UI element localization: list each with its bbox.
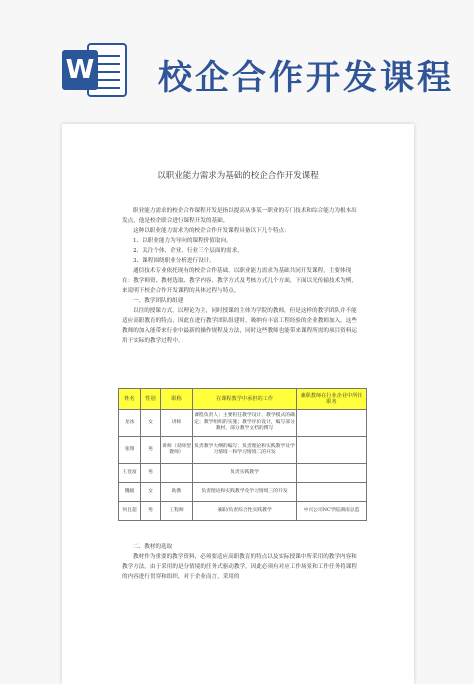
- cell-name: 王登富: [119, 464, 141, 483]
- banner: [0, 0, 474, 110]
- word-logo-letter: W: [65, 55, 95, 85]
- cell-work: 兼职/负责综合性实践教学: [193, 502, 297, 521]
- cell-work: 负责教学大纲的编写；负责理论和实践教学及学习情境一和学习情境二的开发: [193, 437, 297, 464]
- header-title: 职称: [161, 389, 193, 410]
- cell-work: 课程负责人；主要担任教学设计、教学模式的确定；教学组织的实施；教学评价设计，编写部分教材，部分教学文档的撰写: [193, 410, 297, 437]
- cell-post: [297, 410, 367, 437]
- cell-name: 张翔: [119, 437, 141, 464]
- paragraph-7: 以往的授课方式，以理论为主，同时授课的主体为学院的教师，但是这样的教学团队并不能适应高职教育的特点，因此在进行教学团队组建时，吸纳有丰富工程经验的企业教师加入。这些教师的加入能带来行业中最新的操作规程及方法，同时这些教师也能带来课程所需的项目资料运用于实际的教学过程中。: [122, 308, 357, 344]
- paragraph-1: 职业能力需求的校企合作课程开发是指以提高从事某一职业的专门技术和综合能力为根本出发点，他是校企联合进行课程开发的基础。: [122, 208, 357, 224]
- table-row: [119, 502, 367, 521]
- cell-post: [297, 483, 367, 502]
- table-row: [119, 410, 367, 437]
- cell-work: 负责理论和实践教学及学习情境三的开发: [193, 483, 297, 502]
- paragraph-4: 2、关注个体、企业、行业三个层面的需求。: [133, 248, 243, 254]
- header-post: 兼职教师在行业企业中所任职务: [297, 389, 367, 410]
- cell-title: 工程师: [161, 502, 193, 521]
- word-document-icon: [60, 40, 130, 100]
- table-row: [119, 437, 367, 464]
- cell-gender: 男: [141, 464, 161, 483]
- cell-title: 讲师（双师型教师）: [161, 437, 193, 464]
- cell-title: [161, 464, 193, 483]
- cell-post: 中兴公司NC学院湖南总监: [297, 502, 367, 521]
- paragraph-2: 这种以职业能力需求为的校企合作开发课程具备以下几个特点：: [133, 228, 290, 234]
- cell-gender: 男: [141, 437, 161, 464]
- table-header-row: [119, 389, 367, 410]
- cell-name: 龙冰: [119, 410, 141, 437]
- paragraph-3: 1、以职业能力为导向的课程价值取向。: [133, 238, 232, 244]
- cell-gender: 女: [141, 410, 161, 437]
- paragraph-5: 3、课程围绕职业分析进行设计。: [133, 258, 215, 264]
- cell-title: 讲师: [161, 410, 193, 437]
- table-row: [119, 464, 367, 483]
- header-gender: 性别: [141, 389, 161, 410]
- header-name: 姓名: [119, 389, 141, 410]
- cell-gender: 女: [141, 483, 161, 502]
- document-title: 以职业能力需求为基础的校企合作开发课程: [157, 171, 319, 181]
- cell-post: [297, 437, 367, 464]
- header-work: 在课程教学中承担的工作: [193, 389, 297, 410]
- cell-name: 何且超: [119, 502, 141, 521]
- cell-post: [297, 464, 367, 483]
- section-heading-2: 二、教材的选取: [133, 544, 173, 550]
- cell-name: 魏媛: [119, 483, 141, 502]
- paragraph-6: 通信技术专业依托现有的校企合作基础，以职业能力需求为基础共同开发课程，主要体现在：教学师资、教材选取、教学内容、教学方式及考核方式几个方面，下面以光传输技术为例，来说明下校企合作开发课程的具体过程与特点。: [122, 268, 357, 294]
- document-body: [122, 206, 362, 346]
- paragraph-8: 教材作为重要的教学资料，必须要适应高职教育的特点以及实际授课中所采用的教学内容和教学方法。由于采用的是分情境的任务式驱动教学，因此必须有对应工作场景和工作任务将课程的内容进行贯穿和组织。对于企业而言，采用的: [122, 554, 357, 580]
- banner-title: 校企合作开发课程: [158, 58, 454, 98]
- cell-work: 负责实践教学: [193, 464, 297, 483]
- cell-title: 助教: [161, 483, 193, 502]
- section-heading-1: 一、教学团队的组建: [133, 298, 184, 304]
- table-row: [119, 483, 367, 502]
- document-page: [62, 124, 414, 684]
- document-body-continued: [122, 542, 362, 582]
- cell-gender: 男: [141, 502, 161, 521]
- teaching-team-table: [118, 388, 367, 521]
